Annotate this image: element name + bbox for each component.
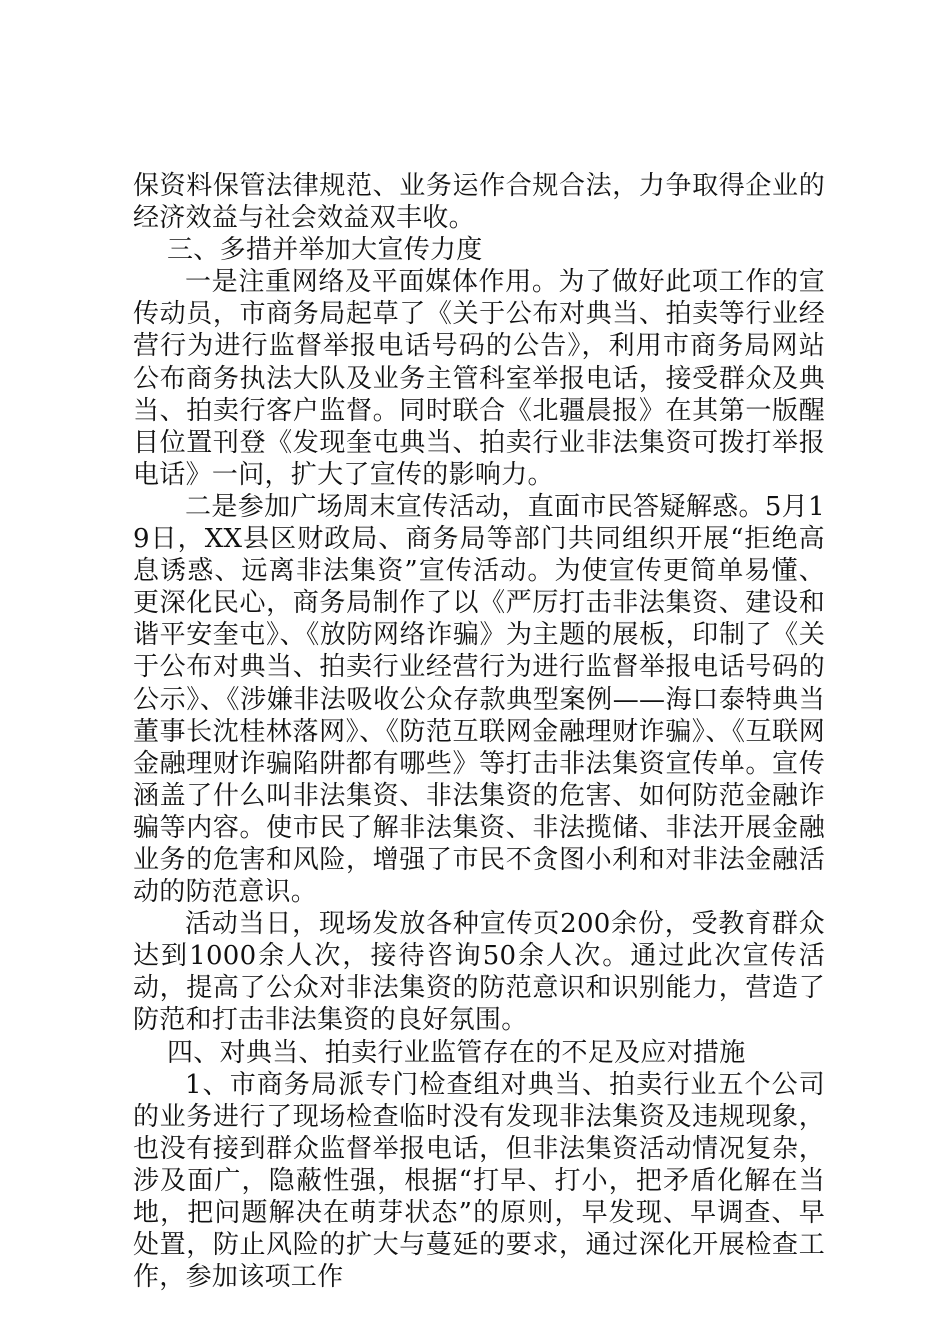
section-heading-three: 三、多措并举加大宣传力度 (167, 235, 483, 266)
document-body (133, 170, 825, 1293)
paragraph-inspection: 1、市商务局派专门检查组对典当、拍卖行业五个公司的业务进行了现场检查临时没有发现非法集资及违规现象，也没有接到群众监督举报电话，但非法集资活动情况复杂，涉及面广，隐蔽性强，根据“打早、打小，把矛盾化解在当地，把问题解决在萌芽状态”的原则，早发现、早调查、早处置，防止风险的扩大与蔓延的要求，通过深化开展检查工作，参加该项工作 (133, 1069, 825, 1293)
section-heading-four: 四、对典当、拍卖行业监管存在的不足及应对措施 (167, 1037, 746, 1068)
paragraph-event-day: 活动当日，现场发放各种宣传页200余份，受教育群众达到1000余人次，接待咨询50余人次。通过此次宣传活动，提高了公众对非法集资的防范意识和识别能力，营造了防范和打击非法集资的良好氛围。 (133, 909, 825, 1036)
paragraph-media: 一是注重网络及平面媒体作用。为了做好此项工作的宣传动员，市商务局起草了《关于公布对典当、拍卖等行业经营行为进行监督举报电话号码的公告》，利用市商务局网站公布商务执法大队及业务主管科室举报电话，接受群众及典当、拍卖行客户监督。同时联合《北疆晨报》在其第一版醒目位置刊登《发现奎屯典当、拍卖行业非法集资可拨打举报电话》一问，扩大了宣传的影响力。 (133, 267, 825, 490)
paragraph-square-event: 二是参加广场周末宣传活动，直面市民答疑解惑。5月19日，XX县区财政局、商务局等部门共同组织开展“拒绝高息诱惑、远离非法集资”宣传活动。为使宣传更简单易懂、更深化民心，商务局制作了以《严厉打击非法集资、建设和谐平安奎屯》、《放防网络诈骗》为主题的展板，印制了《关于公布对典当、拍卖行业经营行为进行监督举报电话号码的公示》、《涉嫌非法吸收公众存款典型案例——海口泰特典当董事长沈桂林落网》、《防范互联网金融理财诈骗》、《互联网金融理财诈骗陷阱都有哪些》等打击非法集资宣传单。宣传涵盖了什么叫非法集资、非法集资的危害、如何防范金融诈骗等内容。使市民了解非法集资、非法揽储、非法开展金融业务的危害和风险，增强了市民不贪图小利和对非法金融活动的防范意识。 (133, 491, 825, 908)
paragraph-continuation: 保资料保管法律规范、业务运作合规合法，力争取得企业的经济效益与社会效益双丰收。 (133, 171, 825, 234)
